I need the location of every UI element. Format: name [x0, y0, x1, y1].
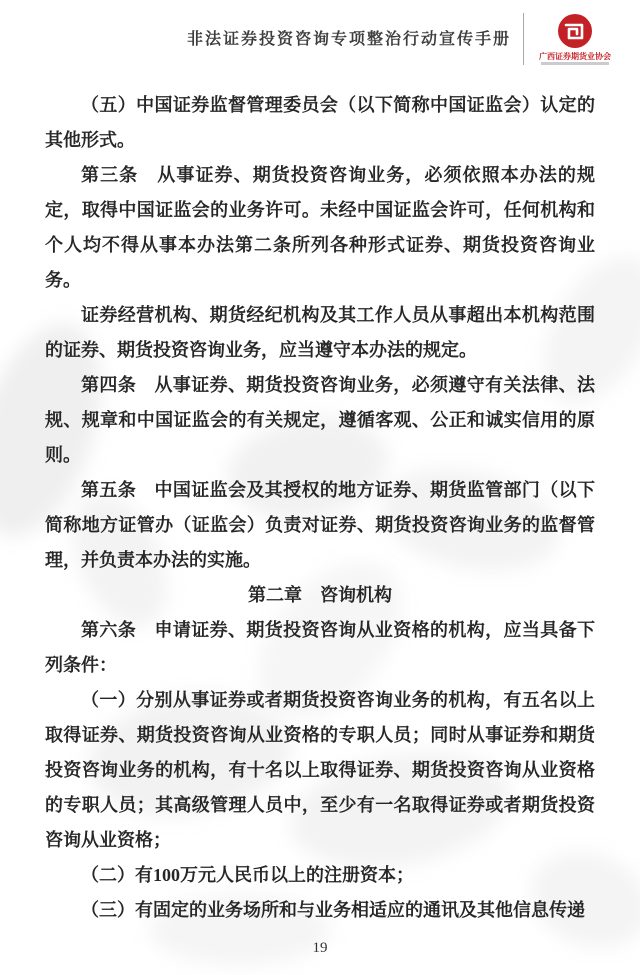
paragraph-condition-1: （一）分别从事证券或者期货投资咨询业务的机构，有五名以上取得证券、期货投资咨询从业资格的专职人员；同时从事证券和期货投资咨询业务的机构，有十名以上取得证券、期货投资咨询从业资格的专职人员；其高级管理人员中，至少有一名取得证券或者期货投资咨询从业资格；: [45, 690, 595, 850]
page-header-title: 非法证券投资咨询专项整治行动宣传手册: [186, 31, 511, 48]
paragraph-article-3-supplement: 证券经营机构、期货经纪机构及其工作人员从事超出本机构范围的证券、期货投资咨询业务，应当遵守本办法的规定。: [45, 305, 595, 360]
paragraph-article-5: 第五条 中国证监会及其授权的地方证券、期货监管部门（以下简称地方证管办（证监会）负责对证券、期货投资咨询业务的监督管理，并负责本办法的实施。: [45, 480, 595, 570]
paragraph-article-3: 第三条 从事证券、期货投资咨询业务，必须依照本办法的规定，取得中国证监会的业务许可。未经中国证监会许可，任何机构和个人均不得从事本办法第二条所列各种形式证券、期货投资咨询业务。: [45, 165, 595, 290]
association-subtext-line: [541, 62, 609, 65]
association-logo: [536, 12, 614, 65]
paragraph-item-5: （五）中国证券监督管理委员会（以下简称中国证监会）认定的其他形式。: [45, 95, 595, 150]
chapter-heading: 第二章 咨询机构: [248, 585, 392, 605]
document-body: [45, 88, 595, 928]
paragraph-condition-2: （二）有100万元人民币以上的注册资本；: [81, 865, 414, 885]
paragraph-article-6: 第六条 申请证券、期货投资咨询从业资格的机构，应当具备下列条件：: [45, 620, 595, 675]
association-emblem-icon: [556, 12, 594, 50]
paragraph-article-4: 第四条 从事证券、期货投资咨询业务，必须遵守有关法律、法规、规章和中国证监会的有关规定，遵循客观、公正和诚实信用的原则。: [45, 375, 595, 465]
paragraph-condition-3: （三）有固定的业务场所和与业务相适应的通讯及其他信息传递: [81, 900, 585, 920]
header-divider: [523, 13, 524, 65]
page-number: 19: [312, 940, 328, 956]
page-header: [0, 12, 614, 65]
association-name: 广西证券期货业协会: [539, 52, 611, 61]
page-footer: [0, 939, 640, 957]
